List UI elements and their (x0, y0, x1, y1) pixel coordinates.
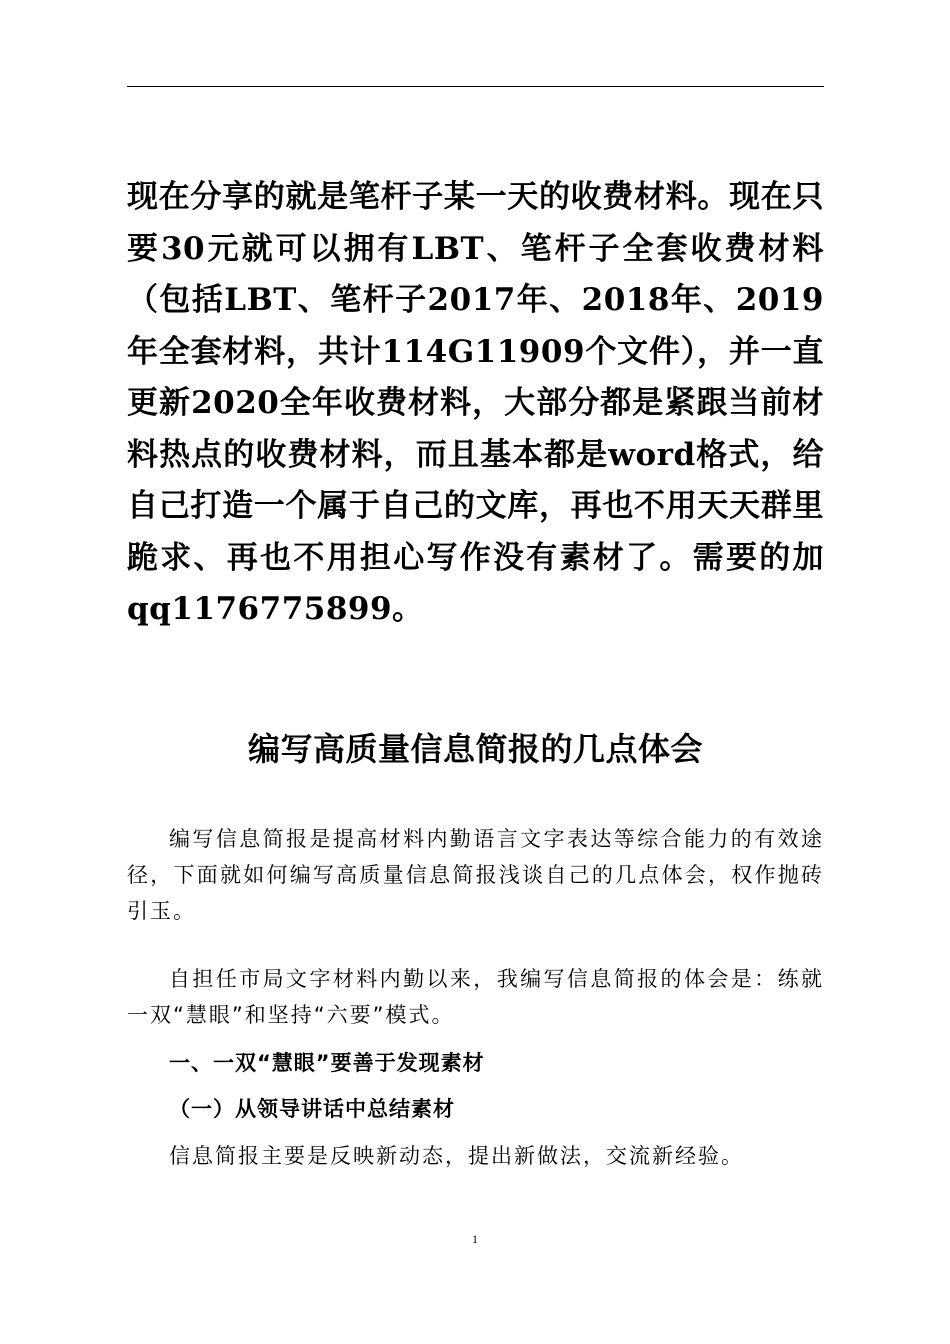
promo-paragraph: 现在分享的就是笔杆子某一天的收费材料。现在只要30元就可以拥有LBT、笔杆子全套收费材料（包括LBT、笔杆子2017年、2018年、2019年全套材料，共计114G11909个文件），并一直更新2020全年收费材料，大部分都是紧跟当前材料热点的收费材料，而且基本都是word格式，给自己打造一个属于自己的文库，再也不用天天群里跪求、再也不用担心写作没有素材了。需要的加qq1176775899。 (127, 179, 824, 627)
subsection-heading: （一）从领导讲话中总结素材 (169, 1097, 455, 1121)
document-title: 编写高质量信息简报的几点体会 (247, 730, 703, 768)
header-rule (127, 86, 824, 87)
body-paragraph: 信息简报主要是反映新动态，提出新做法，交流新经验。 (169, 1144, 744, 1168)
page-number: 1 (472, 1232, 478, 1246)
intro-paragraph: 编写信息简报是提高材料内勤语言文字表达等综合能力的有效途径，下面就如何编写高质量信息简报浅谈自己的几点体会，权作抛砖引玉。 (127, 827, 824, 923)
section-heading: 一、一双“慧眼”要善于发现素材 (169, 1051, 485, 1075)
experience-paragraph: 自担任市局文字材料内勤以来，我编写信息简报的体会是：练就一双“慧眼”和坚持“六要”模式。 (127, 967, 824, 1027)
